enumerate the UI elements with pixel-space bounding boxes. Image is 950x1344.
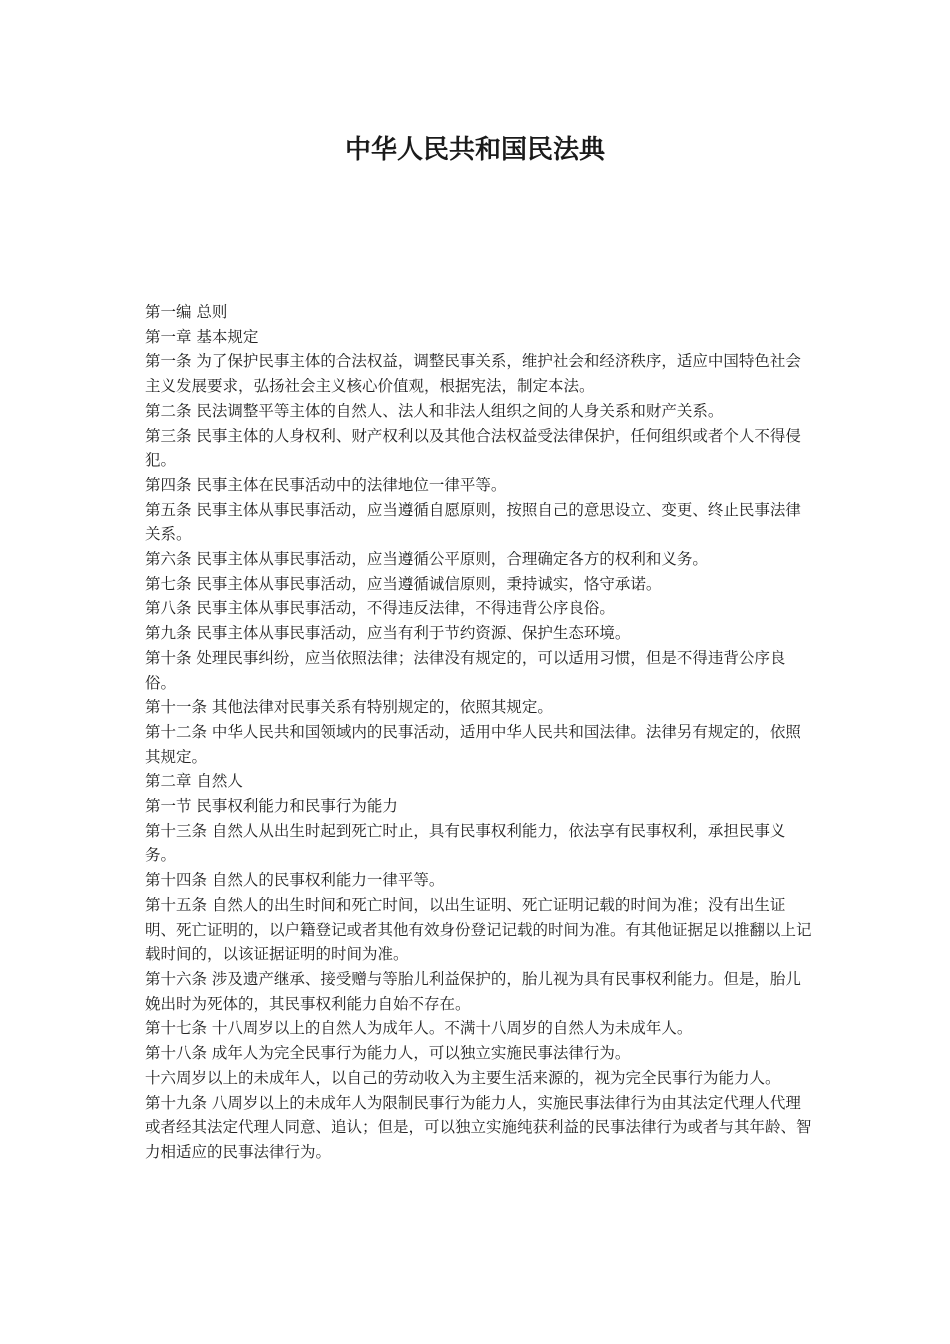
article-paragraph: 第十一条 其他法律对民事关系有特别规定的，依照其规定。 bbox=[145, 698, 553, 717]
article-paragraph: 第一条 为了保护民事主体的合法权益，调整民事关系，维护社会和经济秩序，适应中国特色社会主义发展要求，弘扬社会主义核心价值观，根据宪法，制定本法。 bbox=[145, 352, 801, 396]
article-paragraph: 第二条 民法调整平等主体的自然人、法人和非法人组织之间的人身关系和财产关系。 bbox=[145, 401, 724, 420]
article-paragraph: 十六周岁以上的未成年人，以自己的劳动收入为主要生活来源的，视为完全民事行为能力人。 bbox=[145, 1068, 781, 1087]
article-paragraph: 第十七条 十八周岁以上的自然人为成年人。不满十八周岁的自然人为未成年人。 bbox=[145, 1019, 693, 1038]
document-title: 中华人民共和国民法典 bbox=[344, 135, 605, 165]
article-paragraph: 第十八条 成年人为完全民事行为能力人，可以独立实施民事法律行为。 bbox=[145, 1044, 631, 1063]
document-body bbox=[145, 300, 813, 1165]
article-paragraph: 第三条 民事主体的人身权利、财产权利以及其他合法权益受法律保护，任何组织或者个人不得侵犯。 bbox=[145, 426, 801, 470]
part-heading: 第一编 总则 bbox=[145, 303, 228, 321]
chapter-heading: 第一章 基本规定 bbox=[145, 327, 259, 346]
article-paragraph: 第五条 民事主体从事民事活动，应当遵循自愿原则，按照自己的意思设立、变更、终止民事法律关系。 bbox=[145, 500, 801, 544]
article-paragraph: 第七条 民事主体从事民事活动，应当遵循诚信原则，秉持诚实，恪守承诺。 bbox=[145, 574, 662, 593]
section-heading: 第一节 民事权利能力和民事行为能力 bbox=[145, 797, 398, 816]
article-paragraph: 第十九条 八周岁以上的未成年人为限制民事行为能力人，实施民事法律行为由其法定代理人代理或者经其法定代理人同意、追认；但是，可以独立实施纯获利益的民事法律行为或者与其年龄、智力相适应的民事法律行为。 bbox=[145, 1093, 812, 1161]
article-paragraph: 第十六条 涉及遗产继承、接受赠与等胎儿利益保护的，胎儿视为具有民事权利能力。但是，胎儿娩出时为死体的，其民事权利能力自始不存在。 bbox=[145, 969, 801, 1013]
article-paragraph: 第九条 民事主体从事民事活动，应当有利于节约资源、保护生态环境。 bbox=[145, 624, 631, 643]
chapter-heading: 第二章 自然人 bbox=[145, 772, 243, 791]
article-paragraph: 第十四条 自然人的民事权利能力一律平等。 bbox=[145, 871, 445, 890]
article-paragraph: 第十五条 自然人的出生时间和死亡时间，以出生证明、死亡证明记载的时间为准；没有出生证明、死亡证明的，以户籍登记或者其他有效身份登记记载的时间为准。有其他证据足以推翻以上记载时间的，以该证据证明的时间为准。 bbox=[145, 895, 812, 964]
article-paragraph: 第四条 民事主体在民事活动中的法律地位一律平等。 bbox=[145, 475, 507, 494]
article-paragraph: 第八条 民事主体从事民事活动，不得违反法律，不得违背公序良俗。 bbox=[145, 599, 615, 618]
article-paragraph: 第十二条 中华人民共和国领域内的民事活动，适用中华人民共和国法律。法律另有规定的，依照其规定。 bbox=[145, 722, 801, 766]
article-paragraph: 第十条 处理民事纠纷，应当依照法律；法律没有规定的，可以适用习惯，但是不得违背公序良俗。 bbox=[145, 648, 786, 692]
article-paragraph: 第六条 民事主体从事民事活动，应当遵循公平原则，合理确定各方的权利和义务。 bbox=[145, 550, 708, 569]
article-paragraph: 第十三条 自然人从出生时起到死亡时止，具有民事权利能力，依法享有民事权利，承担民事义务。 bbox=[145, 821, 786, 865]
